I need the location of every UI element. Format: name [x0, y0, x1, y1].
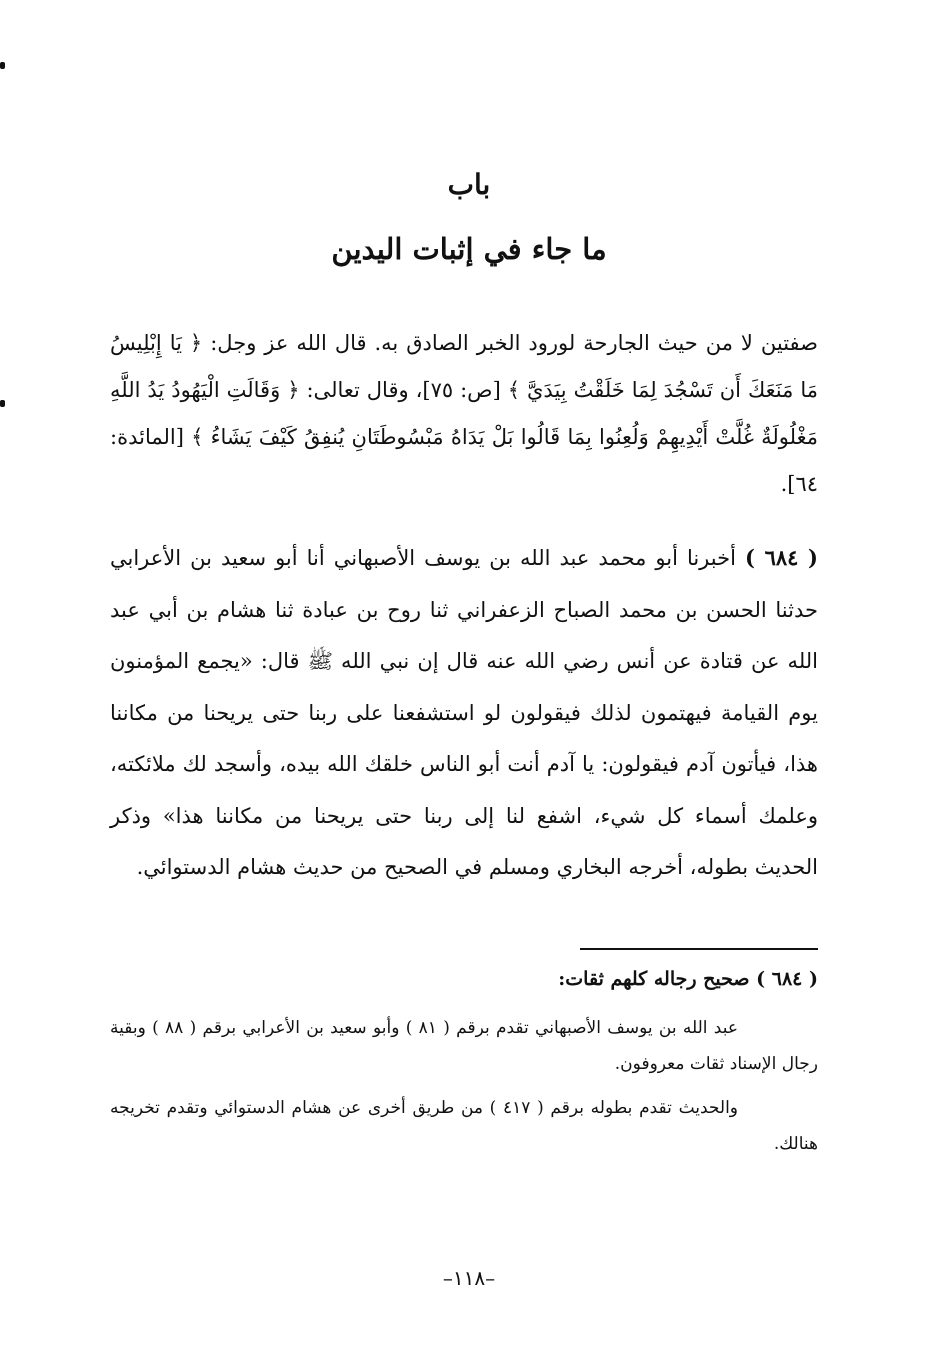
intro-paragraph [110, 320, 818, 508]
verse-reference: [ص: ٧٥]، وقال تعالى: [306, 378, 501, 402]
footnote-title: ( ٦٨٤ ) صحيح رجاله كلهم ثقات: [558, 968, 818, 990]
chapter-title: باب [447, 168, 491, 201]
page-number: –١١٨– [442, 1266, 496, 1290]
hadith-paragraph [110, 532, 818, 894]
scan-edge-mark [0, 400, 5, 407]
quran-verse: ﴿ يَا إِبْلِيسُ مَا مَنَعَكَ أَن تَسْجُدَ لِمَا خَلَقْتُ بِيَدَيَّ ﴾ [110, 331, 818, 402]
verse-reference: [المائدة: ٦٤]. [110, 425, 818, 496]
footnote-divider [580, 948, 818, 950]
hadith-text: أخبرنا أبو محمد عبد الله بن يوسف الأصبهاني أنا أبو سعيد بن الأعرابي حدثنا الحسن بن محمد الصباح الزعفراني ثنا روح بن عبادة ثنا هشام بن أبي عبد الله عن قتادة عن أنس رضي الله عنه قال إن نبي الله ﷺ قال: «يجمع المؤمنون يوم القيامة فيهتمون لذلك فيقولون لو استشفعنا على ربنا حتى يريحنا من مكاننا هذا، فيأتون آدم فيقولون: يا آدم أنت أبو الناس خلقك الله بيده، وأسجد لك ملائكته، وعلمك أسماء كل شيء، اشفع لنا إلى ربنا حتى يريحنا من مكاننا هذا» وذكر الحديث بطوله، أخرجه البخاري ومسلم في الصحيح من حديث هشام الدستوائي. [110, 546, 818, 879]
hadith-number: ( ٦٨٤ ) [744, 545, 818, 570]
footnote-paragraph: والحديث تقدم بطوله برقم ( ٤١٧ ) من طريق أخرى عن هشام الدستوائي وتقدم تخريجه هنالك. [110, 1098, 818, 1154]
intro-text: صفتين لا من حيث الجارحة لورود الخبر الصادق به. قال الله عز وجل: [210, 331, 818, 355]
scan-edge-mark [0, 62, 5, 69]
chapter-subtitle: ما جاء في إثبات اليدين [331, 232, 607, 266]
footnote-paragraph: عبد الله بن يوسف الأصبهاني تقدم برقم ( ٨١ ) وأبو سعيد بن الأعرابي برقم ( ٨٨ ) وبقية رجال الإسناد ثقات معروفون. [110, 1018, 818, 1074]
quran-verse: ﴿ وَقَالَتِ الْيَهُودُ يَدُ اللَّهِ مَغْلُولَةٌ غُلَّتْ أَيْدِيهِمْ وَلُعِنُوا بِمَا قَالُوا بَلْ يَدَاهُ مَبْسُوطَتَانِ يُنفِقُ كَيْفَ يَشَاءُ ﴾ [110, 378, 818, 449]
